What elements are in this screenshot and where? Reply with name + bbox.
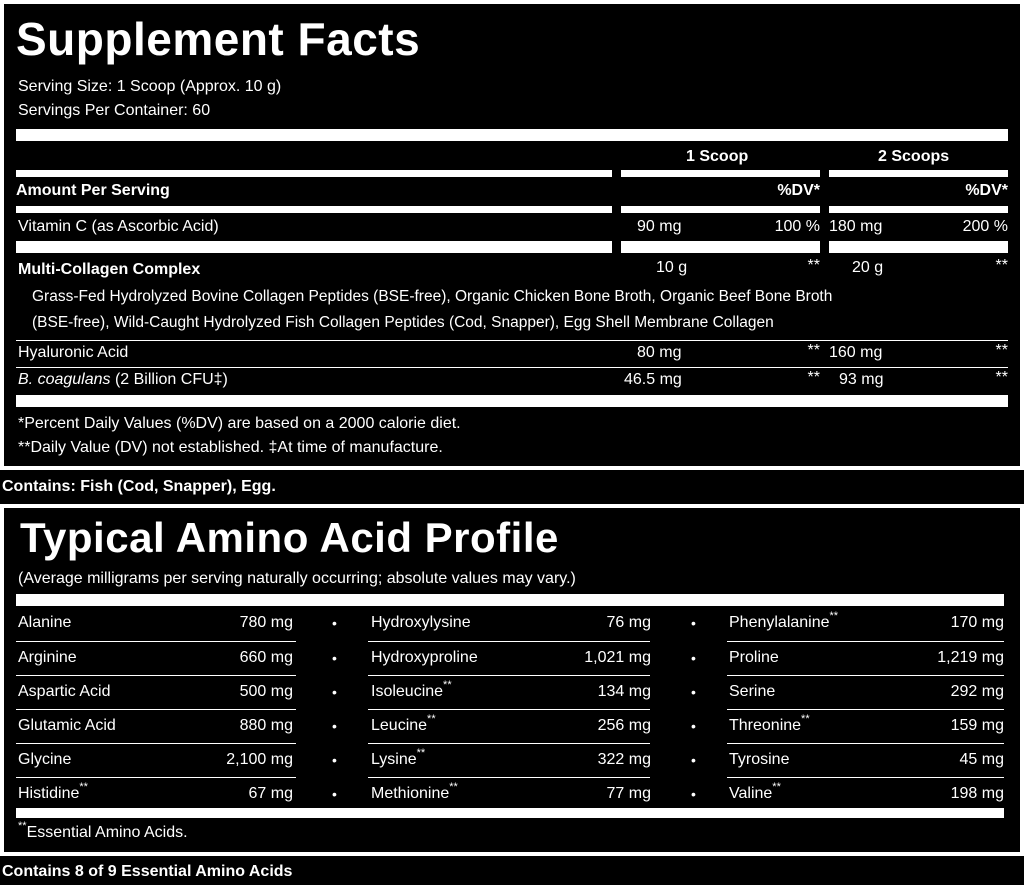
multi-collagen-desc-line-2: (BSE-free), Wild-Caught Hydrolyzed Fish Collagen Peptides (Cod, Snapper), Egg Shell Membrane Collagen (32, 314, 774, 331)
bullet-separator: • (332, 684, 337, 700)
essential-footnote-text: Essential Amino Acids. (26, 824, 188, 841)
amino-divider-top (16, 594, 1004, 606)
vitamin-c-name: Vitamin C (as Ascorbic Acid) (18, 218, 219, 235)
essential-mark: ** (416, 746, 426, 759)
multi-collagen-dv-1: ** (807, 257, 820, 274)
essential-mark: ** (772, 780, 781, 793)
amino-acid-value: 134 mg (597, 683, 651, 700)
divider-vitc-mid (621, 241, 820, 253)
divider-vitc-left (16, 241, 612, 253)
amino-acid-value: 77 mg (606, 785, 651, 802)
amino-acid-name-text: Leucine (371, 717, 428, 734)
col-1-header: 1 Scoop (686, 148, 749, 165)
amino-row-divider (727, 641, 1004, 642)
amino-acid-value: 292 mg (950, 683, 1004, 700)
b-coagulans-amount-2: 93 mg (839, 371, 884, 388)
vitamin-c-amount-2: 180 mg (829, 218, 883, 235)
essential-footnote-mark: ** (18, 819, 27, 832)
amino-acid-name-text: Valine (729, 785, 773, 802)
b-coagulans-amount-1: 46.5 mg (624, 371, 682, 388)
bullet-separator: • (691, 718, 696, 734)
amino-acid-name (371, 712, 436, 734)
amino-acid-value: 1,021 mg (584, 649, 651, 666)
amino-acid-name (18, 780, 88, 802)
amino-acid-name (729, 752, 789, 768)
amino-acid-value: 1,219 mg (937, 649, 1004, 666)
amino-acid-value: 67 mg (248, 785, 293, 802)
amino-row-divider (368, 641, 650, 642)
amino-acid-name-text: Glycine (18, 751, 72, 768)
bullet-separator: • (691, 615, 696, 631)
amino-row-divider (368, 709, 650, 710)
amino-profile-title: Typical Amino Acid Profile (20, 514, 559, 561)
amino-acid-name-text: Tyrosine (729, 751, 790, 768)
divider-header-left (16, 170, 612, 177)
b-coagulans-dv-2: ** (995, 369, 1008, 386)
essential-mark: ** (79, 780, 88, 793)
b-coagulans-rest: (2 Billion CFU‡) (110, 371, 228, 388)
multi-collagen-desc-line-1: Grass-Fed Hydrolyzed Bovine Collagen Peptides (BSE-free), Organic Chicken Bone Broth, Organic Beef Bone Broth (32, 288, 833, 305)
amino-row-divider (16, 709, 296, 710)
multi-collagen-amount-1: 10 g (656, 259, 688, 276)
amino-acid-value: 880 mg (239, 717, 293, 734)
amino-row-divider (368, 777, 650, 778)
bullet-separator: • (691, 786, 696, 802)
divider-hyaluronic (16, 367, 1008, 368)
divider-row-right (829, 206, 1008, 213)
amino-acid-name (371, 746, 426, 768)
amino-acid-name-text: Hydroxylysine (371, 614, 471, 631)
amino-acid-name (371, 678, 452, 700)
amino-acid-name (729, 650, 779, 666)
divider-thick-bottom (16, 395, 1008, 407)
amino-acid-name (371, 780, 458, 802)
servings-per-container: Servings Per Container: 60 (18, 102, 211, 119)
bullet-separator: • (691, 752, 696, 768)
amino-acid-name (18, 752, 71, 768)
amino-acid-name (18, 684, 110, 700)
vitamin-c-amount-1: 90 mg (637, 218, 682, 235)
b-coagulans-name (18, 372, 228, 388)
essential-mark: ** (427, 712, 436, 725)
amount-per-serving-label: Amount Per Serving (16, 182, 170, 199)
divider-vitc-right (829, 241, 1008, 253)
essential-mark: ** (449, 780, 458, 793)
supplement-facts-title: Supplement Facts (16, 13, 421, 65)
amino-acid-name (729, 609, 839, 631)
amino-acid-name-text: Proline (729, 649, 779, 666)
amino-acid-name (18, 718, 116, 734)
hyaluronic-acid-amount-1: 80 mg (637, 344, 682, 361)
bullet-separator: • (332, 752, 337, 768)
amino-acid-value: 660 mg (239, 649, 293, 666)
amino-row-divider (727, 743, 1004, 744)
amino-row-divider (16, 777, 296, 778)
amino-acid-name-text: Lysine (371, 751, 417, 768)
hyaluronic-acid-dv-2: ** (995, 342, 1008, 359)
hyaluronic-acid-name: Hyaluronic Acid (18, 344, 129, 361)
amino-acid-name-text: Arginine (18, 649, 77, 666)
amino-acid-value: 256 mg (597, 717, 651, 734)
footnote-dv-not-established: **Daily Value (DV) not established. ‡At time of manufacture. (18, 439, 443, 456)
essential-mark: ** (801, 712, 810, 725)
amino-acid-value: 322 mg (597, 751, 651, 768)
serving-size: Serving Size: 1 Scoop (Approx. 10 g) (18, 78, 282, 95)
amino-acid-value: 76 mg (606, 614, 651, 631)
amino-acid-value: 45 mg (959, 751, 1004, 768)
bullet-separator: • (691, 684, 696, 700)
divider-header-mid (621, 170, 820, 177)
amino-acid-name-text: Methionine (371, 785, 450, 802)
divider-thick-top (16, 129, 1008, 141)
hyaluronic-acid-amount-2: 160 mg (829, 344, 883, 361)
footnote-dv: *Percent Daily Values (%DV) are based on a 2000 calorie diet. (18, 415, 461, 432)
amino-acid-value: 2,100 mg (226, 751, 293, 768)
amino-acid-name-text: Histidine (18, 785, 80, 802)
amino-row-divider (727, 777, 1004, 778)
amino-acid-name-text: Isoleucine (371, 683, 444, 700)
amino-acid-name (729, 684, 775, 700)
essential-footnote (18, 819, 188, 841)
amino-acid-name-text: Serine (729, 683, 776, 700)
contains-essential: Contains 8 of 9 Essential Amino Acids (2, 863, 293, 880)
amino-acid-name-text: Hydroxyproline (371, 649, 478, 666)
amino-acid-name-text: Aspartic Acid (18, 683, 111, 700)
amino-acid-value: 170 mg (950, 614, 1004, 631)
divider-row-left (16, 206, 612, 213)
col-2-header: 2 Scoops (878, 148, 950, 165)
amino-divider-bottom (16, 808, 1004, 818)
amino-acid-name-text: Alanine (18, 614, 72, 631)
divider-header-right (829, 170, 1008, 177)
essential-mark: ** (443, 678, 452, 691)
amino-acid-name (18, 650, 77, 666)
bullet-separator: • (332, 650, 337, 666)
amino-row-divider (727, 675, 1004, 676)
essential-mark: ** (829, 609, 839, 622)
amino-acid-value: 198 mg (950, 785, 1004, 802)
amino-row-divider (16, 675, 296, 676)
amino-acid-name (729, 712, 810, 734)
bullet-separator: • (332, 786, 337, 802)
amino-acid-name (729, 780, 781, 802)
dv-header-2: %DV* (965, 182, 1008, 199)
multi-collagen-dv-2: ** (995, 257, 1008, 274)
divider-collagen (16, 340, 1008, 341)
divider-row-mid (621, 206, 820, 213)
amino-acid-name (371, 650, 478, 666)
amino-acid-name-text: Threonine (729, 717, 802, 734)
amino-acid-value: 159 mg (950, 717, 1004, 734)
b-coagulans-dv-1: ** (807, 369, 820, 386)
amino-acid-name-text: Phenylalanine (729, 614, 830, 631)
amino-acid-name-text: Glutamic Acid (18, 717, 116, 734)
hyaluronic-acid-dv-1: ** (807, 342, 820, 359)
b-coagulans-italic: B. coagulans (18, 371, 111, 388)
amino-row-divider (368, 675, 650, 676)
bullet-separator: • (332, 615, 337, 631)
bullet-separator: • (332, 718, 337, 734)
amino-acid-value: 500 mg (239, 683, 293, 700)
bullet-separator: • (691, 650, 696, 666)
amino-row-divider (16, 743, 296, 744)
amino-row-divider (727, 709, 1004, 710)
amino-acid-value: 780 mg (239, 614, 293, 631)
vitamin-c-dv-1: 100 % (774, 218, 820, 235)
amino-row-divider (368, 743, 650, 744)
multi-collagen-amount-2: 20 g (852, 259, 884, 276)
amino-row-divider (16, 641, 296, 642)
multi-collagen-name: Multi-Collagen Complex (18, 261, 201, 278)
amino-profile-subtitle: (Average milligrams per serving naturally occurring; absolute values may vary.) (18, 570, 576, 587)
vitamin-c-dv-2: 200 % (962, 218, 1008, 235)
dv-header-1: %DV* (777, 182, 820, 199)
contains-allergens: Contains: Fish (Cod, Snapper), Egg. (2, 478, 276, 495)
amino-acid-name (18, 615, 71, 631)
amino-acid-name (371, 615, 471, 631)
